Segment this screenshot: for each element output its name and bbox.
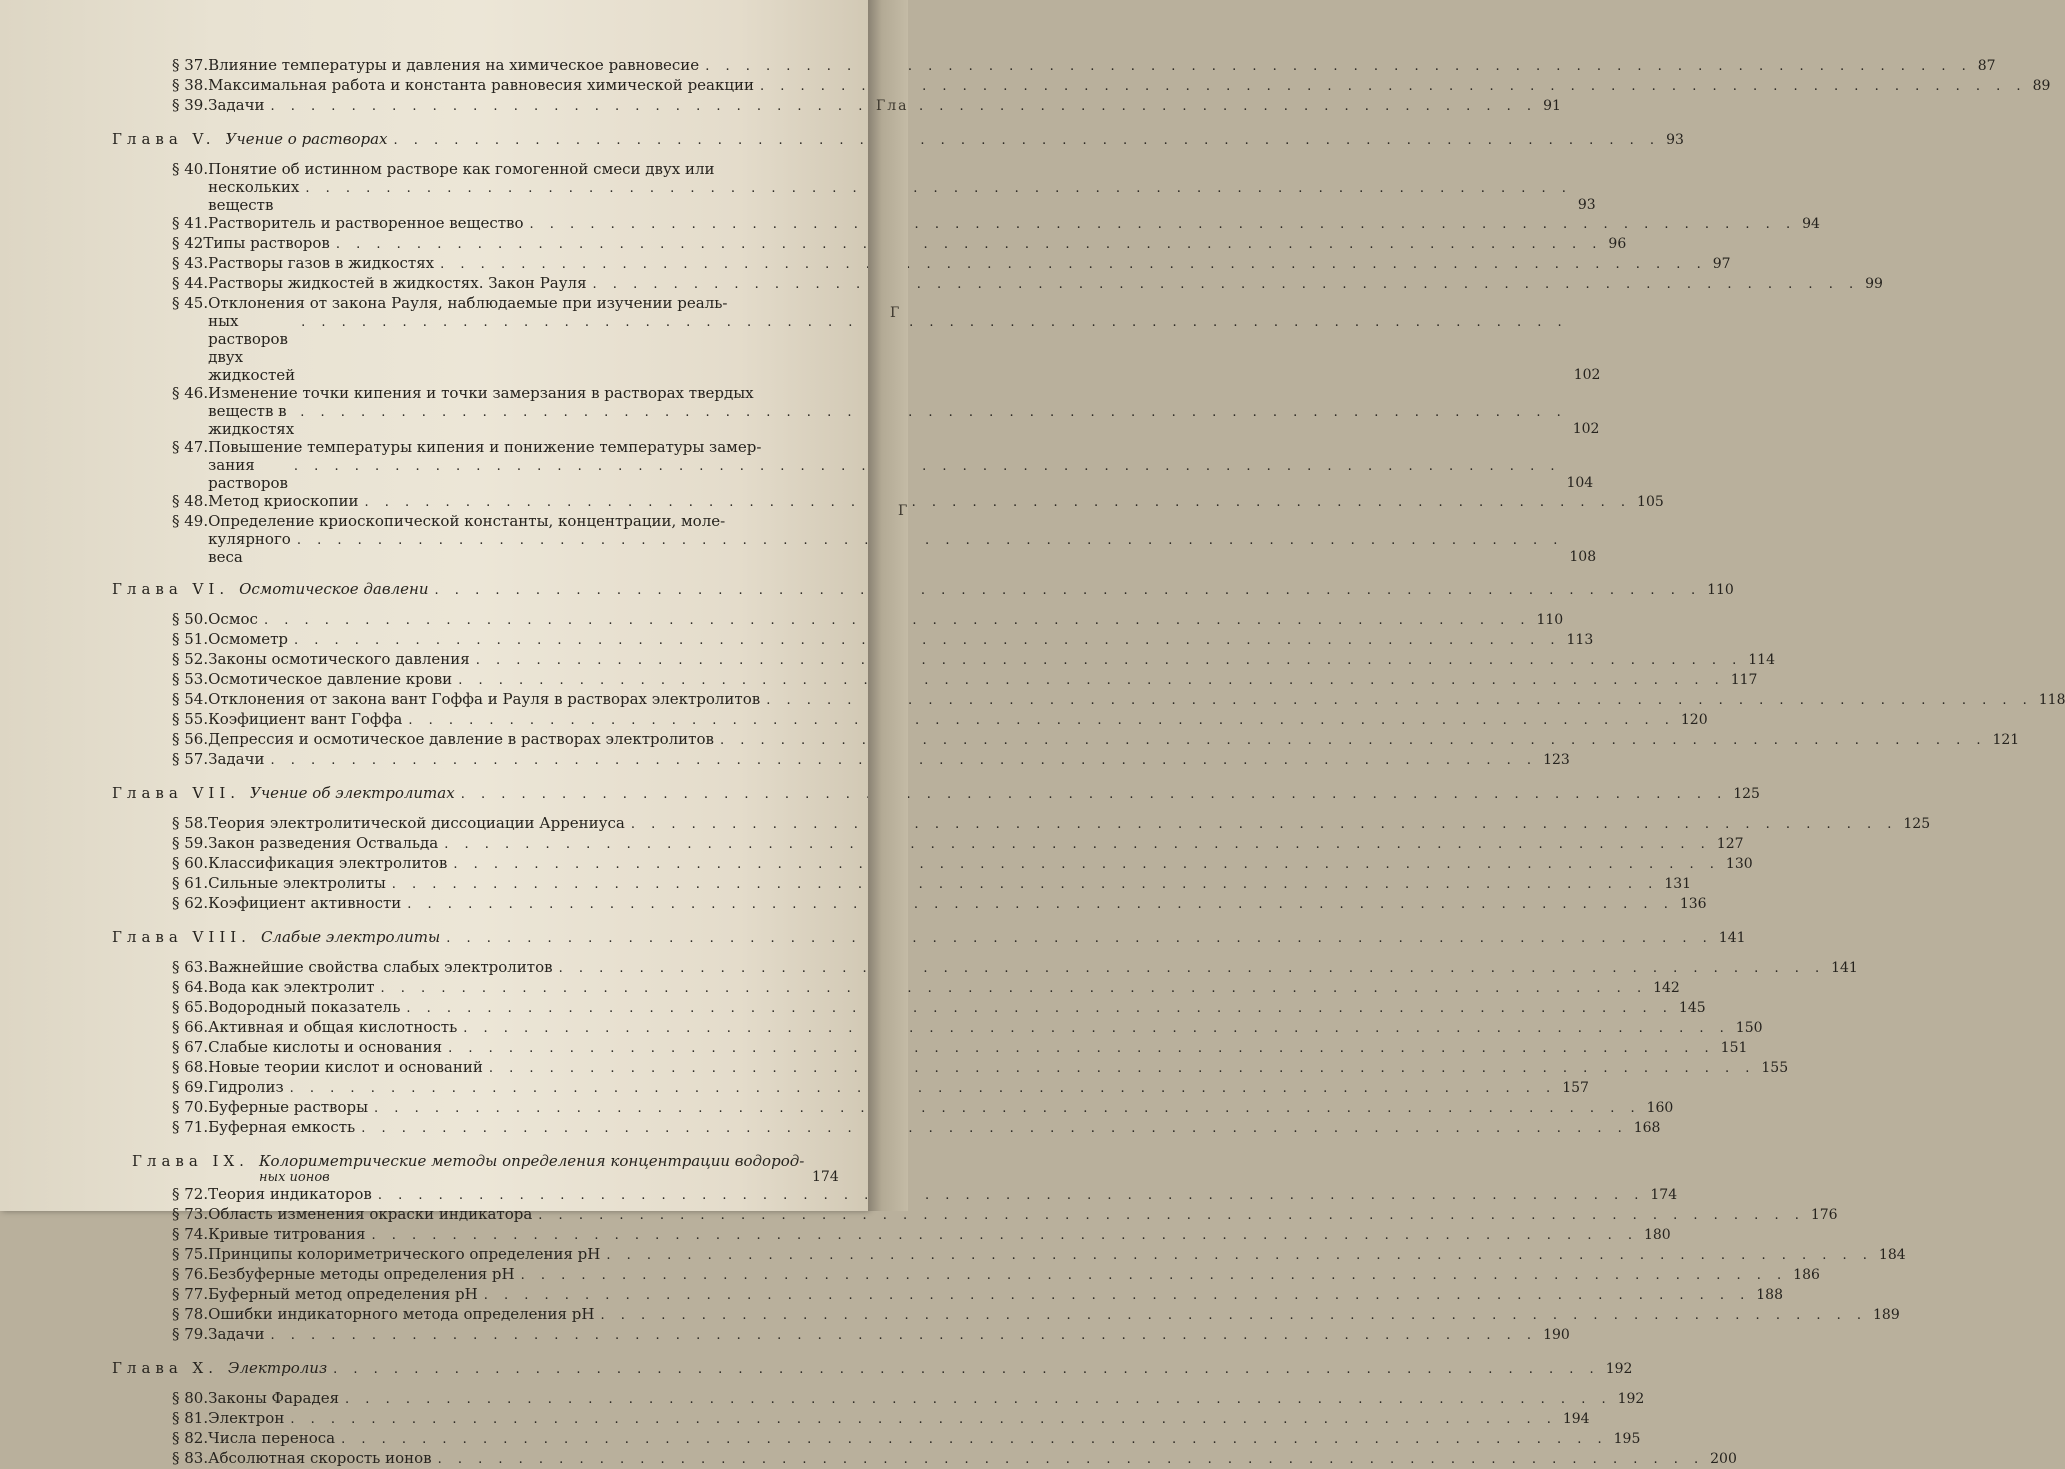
- dot-leader: [392, 876, 1659, 894]
- section-title: Классификация электролитов: [208, 854, 448, 872]
- section-number: § 79.: [172, 1325, 209, 1343]
- section-number: § 68.: [172, 1058, 209, 1076]
- section-title: Изменение точки кипения и точки замерзания в растворах твердых: [208, 384, 754, 402]
- dot-leader: [345, 1391, 1612, 1409]
- section-number: § 37.: [172, 56, 209, 74]
- section-number: § 76.: [172, 1265, 209, 1283]
- section-title-line2: нескольких веществ: [208, 178, 300, 214]
- dot-leader: [378, 1187, 1645, 1205]
- section-title: Новые теории кислот и оснований: [208, 1058, 483, 1076]
- section-number: § 46.: [172, 384, 209, 402]
- page-number: 110: [1707, 582, 1734, 598]
- dot-leader: [600, 1307, 1867, 1325]
- section-title: Растворы жидкостей в жидкостях. Закон Рауля: [208, 274, 587, 292]
- page-number: 91: [1543, 98, 1561, 114]
- toc-section: [0, 1285, 1783, 1305]
- dot-leader: [559, 960, 1826, 978]
- toc-section: [0, 1325, 1570, 1345]
- chapter-heading: [0, 580, 1734, 610]
- toc-section: [0, 1118, 1661, 1138]
- dot-leader: [300, 404, 1567, 422]
- page-number: 184: [1878, 1247, 1906, 1263]
- section-title: Гидролиз: [208, 1078, 284, 1096]
- toc-section: [0, 294, 1601, 384]
- toc-section: [0, 690, 2065, 710]
- page-number: 194: [1562, 1411, 1590, 1427]
- dot-leader: [271, 1327, 1538, 1345]
- dot-leader: [760, 78, 2027, 96]
- page-number: 120: [1680, 712, 1708, 728]
- toc-section: [0, 438, 1594, 492]
- section-title: Буферный метод определения pH: [208, 1285, 478, 1303]
- section-number: § 62.: [172, 894, 209, 912]
- chapter-title: Электролиз: [228, 1359, 328, 1377]
- page-number: 125: [1903, 816, 1931, 832]
- dot-leader: [407, 896, 1674, 914]
- toc-section: [0, 274, 1883, 294]
- section-number: § 73.: [172, 1205, 209, 1223]
- toc-section: [0, 492, 1664, 512]
- page-number: 192: [1605, 1361, 1633, 1377]
- toc-section: [0, 160, 1596, 214]
- page-number: 118: [2038, 692, 2065, 708]
- section-number: § 56.: [172, 730, 209, 748]
- page-number: 97: [1712, 256, 1731, 272]
- toc-section: [0, 630, 1594, 650]
- section-number: § 65.: [172, 998, 209, 1016]
- chapter-label: Глава X.: [112, 1359, 219, 1377]
- page-number: 113: [1566, 632, 1594, 648]
- section-title: Типы растворов: [203, 234, 330, 252]
- section-number: § 38.: [172, 76, 209, 94]
- page-number: 96: [1608, 236, 1627, 252]
- section-number: § 59.: [172, 834, 209, 852]
- dot-leader: [446, 931, 1713, 946]
- dot-leader: [453, 856, 1720, 874]
- dot-leader: [290, 1411, 1557, 1429]
- page-number: 174: [1650, 1187, 1678, 1203]
- section-title: Закон разведения Оствальда: [208, 834, 439, 852]
- section-title: Законы осмотического давления: [208, 650, 470, 668]
- section-number: § 54.: [172, 690, 209, 708]
- section-number: § 50.: [172, 610, 209, 628]
- section-number: § 44.: [172, 274, 209, 292]
- section-title: Водородный показатель: [208, 998, 401, 1016]
- dot-leader: [458, 672, 1725, 690]
- section-title-line2: веществ в жидкостях: [208, 402, 295, 438]
- dot-leader: [606, 1247, 1873, 1265]
- toc-section: [0, 670, 1758, 690]
- section-title: Отклонения от закона Рауля, наблюдаемые при изучении реаль-: [208, 294, 728, 312]
- chapter-title: Слабые электролиты: [260, 928, 441, 946]
- toc-section: [0, 254, 1731, 274]
- page-number: 192: [1617, 1391, 1645, 1407]
- chapter-title-block: [259, 1152, 812, 1185]
- page-number: 99: [1865, 276, 1883, 292]
- dot-leader: [374, 1100, 1641, 1118]
- toc-section: [0, 1058, 1789, 1078]
- section-number: § 83.: [172, 1449, 209, 1467]
- toc-section: [0, 384, 1600, 438]
- toc-section: [0, 1018, 1763, 1038]
- dot-leader: [438, 1451, 1705, 1469]
- adjacent-page-fragment: Г: [890, 305, 902, 321]
- page-number: 102: [1573, 367, 1601, 383]
- section-title: Растворы газов в жидкостях: [208, 254, 435, 272]
- chapter-label: Глава VIII.: [112, 928, 251, 946]
- page-number: 136: [1679, 896, 1707, 912]
- section-title: Влияние температуры и давления на химическое равновесие: [208, 56, 700, 74]
- page-number: 105: [1637, 494, 1664, 510]
- dot-leader: [766, 692, 2033, 710]
- section-title-line2: зания растворов: [208, 456, 288, 492]
- section-title: Повышение температуры кипения и понижение температуры замер-: [208, 438, 762, 456]
- section-number: § 55.: [172, 710, 209, 728]
- section-number: § 82.: [172, 1429, 209, 1447]
- toc-section: [0, 1245, 1906, 1265]
- dot-leader: [371, 1227, 1638, 1245]
- toc-section: [0, 834, 1744, 854]
- dot-leader: [301, 314, 1568, 332]
- section-number: § 75.: [172, 1245, 209, 1263]
- chapter-title: Колориметрические методы определения концентрации водород-: [258, 1152, 805, 1170]
- section-number: § 70.: [172, 1098, 209, 1116]
- page-number: 189: [1873, 1307, 1900, 1323]
- toc-section: [0, 1429, 1641, 1449]
- toc-section: [0, 1078, 1589, 1098]
- dot-leader: [484, 1287, 1751, 1305]
- toc-section: [0, 76, 2051, 96]
- chapter-label: Глава V.: [112, 130, 216, 148]
- section-title: Активная и общая кислотность: [208, 1018, 458, 1036]
- adjacent-page-edge: [868, 0, 908, 1211]
- toc-section: [0, 998, 1706, 1018]
- chapter-heading: [0, 130, 1684, 160]
- dot-leader: [333, 1362, 1600, 1377]
- toc-section: [0, 1409, 1590, 1429]
- section-title: Важнейшие свойства слабых электролитов: [208, 958, 553, 976]
- section-title-line2: кулярного веса: [208, 530, 291, 566]
- section-title: Теория индикаторов: [208, 1185, 372, 1203]
- section-number: § 72.: [172, 1185, 209, 1203]
- page-number: 141: [1831, 960, 1858, 976]
- page-number: 186: [1793, 1267, 1820, 1283]
- section-number: § 41.: [172, 214, 209, 232]
- dot-leader: [406, 1000, 1673, 1018]
- toc-section: [0, 710, 1708, 730]
- page-number: 145: [1678, 1000, 1706, 1016]
- dot-leader: [341, 1431, 1608, 1449]
- dot-leader: [394, 133, 1661, 148]
- toc-section: [0, 958, 1858, 978]
- page-number: 89: [2032, 78, 2051, 94]
- dot-leader: [297, 532, 1564, 550]
- page-number: 117: [1730, 672, 1758, 688]
- section-title: Слабые кислоты и основания: [208, 1038, 443, 1056]
- section-number: § 49.: [172, 512, 209, 530]
- toc-section: [0, 214, 1820, 234]
- toc-section: [0, 1205, 1838, 1225]
- toc-section: [0, 854, 1753, 874]
- toc-section: [0, 894, 1707, 914]
- section-title: Растворитель и растворенное вещество: [208, 214, 524, 232]
- dot-leader: [294, 458, 1561, 476]
- page-number: 127: [1716, 836, 1744, 852]
- dot-leader: [408, 712, 1675, 730]
- toc-section: [0, 1389, 1645, 1409]
- section-number: § 47.: [172, 438, 209, 456]
- section-number: § 77.: [172, 1285, 209, 1303]
- chapter-title: Осмотическое давлени: [239, 580, 429, 598]
- section-title: Задачи: [208, 750, 265, 768]
- toc-section: [0, 874, 1692, 894]
- section-number: § 63.: [172, 958, 209, 976]
- section-number: § 48.: [172, 492, 209, 510]
- section-title: Электрон: [208, 1409, 285, 1427]
- toc-section: [0, 512, 1597, 566]
- section-title: Ошибки индикаторного метода определения pH: [208, 1305, 595, 1323]
- section-title: Понятие об истинном растворе как гомогенной смеси двух или: [208, 160, 715, 178]
- page-number: 121: [1992, 732, 2020, 748]
- section-number: § 40.: [172, 160, 209, 178]
- dot-leader: [463, 1020, 1730, 1038]
- page-number: 160: [1646, 1100, 1674, 1116]
- section-title: Задачи: [208, 1325, 265, 1343]
- toc-section: [0, 1265, 1820, 1285]
- section-title: Буферные растворы: [208, 1098, 369, 1116]
- chapter-label: Глава VII.: [112, 784, 241, 802]
- dot-leader: [631, 816, 1898, 834]
- dot-leader: [538, 1207, 1805, 1225]
- chapter-title: Учение о растворах: [225, 130, 388, 148]
- page-number: 174: [812, 1169, 839, 1185]
- dot-leader: [305, 180, 1572, 198]
- page-number: 110: [1536, 612, 1564, 628]
- page-number: 180: [1643, 1227, 1671, 1243]
- page-number: 142: [1653, 980, 1680, 996]
- page-number: 150: [1735, 1020, 1763, 1036]
- page-number: 94: [1802, 216, 1820, 232]
- chapter-label: Глава VI.: [112, 580, 230, 598]
- page-number: 168: [1633, 1120, 1661, 1136]
- section-number: § 53.: [172, 670, 209, 688]
- section-number: § 58.: [172, 814, 209, 832]
- toc-section: [0, 1098, 1674, 1118]
- section-number: § 74.: [172, 1225, 209, 1243]
- toc-section: [0, 1449, 1737, 1469]
- dot-leader: [444, 836, 1711, 854]
- page-number: 130: [1725, 856, 1753, 872]
- section-title: Коэфициент активности: [208, 894, 402, 912]
- toc-section: [0, 610, 1564, 630]
- section-number: § 71.: [172, 1118, 209, 1136]
- dot-leader: [448, 1040, 1715, 1058]
- page-number: 151: [1720, 1040, 1748, 1056]
- dot-leader: [593, 276, 1860, 294]
- section-number: § 78.: [172, 1305, 209, 1323]
- page-number: 114: [1748, 652, 1775, 668]
- section-title: Кривые титрования: [208, 1225, 366, 1243]
- section-number: § 60.: [172, 854, 209, 872]
- page-number: 102: [1572, 421, 1600, 437]
- section-number: § 61.: [172, 874, 209, 892]
- chapter-heading: [0, 1359, 1633, 1389]
- section-title: Осмос: [208, 610, 258, 628]
- toc-section: [0, 650, 1775, 670]
- dot-leader: [489, 1060, 1756, 1078]
- section-number: § 66.: [172, 1018, 209, 1036]
- chapter-title: Учение об электролитах: [250, 784, 455, 802]
- section-number: § 81.: [172, 1409, 209, 1427]
- toc-section: [0, 814, 1931, 834]
- dot-leader: [294, 632, 1561, 650]
- dot-leader: [461, 787, 1728, 802]
- page-number: 93: [1666, 132, 1684, 148]
- section-title: Максимальная работа и константа равновесия химической реакции: [208, 76, 755, 94]
- section-title: Коэфициент вант Гоффа: [208, 710, 403, 728]
- toc-section: [0, 1185, 1678, 1205]
- section-title: Определение криоскопической константы, концентрации, моле-: [208, 512, 726, 530]
- page-number: 157: [1562, 1080, 1589, 1096]
- dot-leader: [336, 236, 1603, 254]
- section-title: Область изменения окраски индикатора: [208, 1205, 533, 1223]
- page-number: 195: [1613, 1431, 1641, 1447]
- section-title: Метод криоскопии: [208, 492, 359, 510]
- section-title-line2: ных растворов двух жидкостей: [208, 312, 296, 384]
- page-number: 176: [1810, 1207, 1838, 1223]
- toc-section: [0, 56, 1996, 76]
- page-number: 155: [1761, 1060, 1789, 1076]
- dot-leader: [521, 1267, 1788, 1285]
- section-title: Принципы колориметрического определения pH: [208, 1245, 601, 1263]
- table-of-contents: [0, 56, 2065, 1469]
- page-number: 131: [1664, 876, 1692, 892]
- page-number: 125: [1733, 786, 1760, 802]
- section-number: § 69.: [172, 1078, 209, 1096]
- section-number: § 51.: [172, 630, 209, 648]
- toc-section: [0, 750, 1570, 770]
- dot-leader: [530, 216, 1797, 234]
- toc-section: [0, 234, 1627, 254]
- section-title: Сильные электролиты: [208, 874, 386, 892]
- dot-leader: [290, 1080, 1557, 1098]
- section-title: Теория электролитической диссоциации Аррениуса: [208, 814, 625, 832]
- dot-leader: [440, 256, 1707, 274]
- dot-leader: [720, 732, 1987, 750]
- dot-leader: [365, 494, 1632, 512]
- section-number: § 45.: [172, 294, 209, 312]
- dot-leader: [435, 583, 1702, 598]
- section-title: Числа переноса: [208, 1429, 336, 1447]
- section-number: § 80.: [172, 1389, 209, 1407]
- section-number: § 43.: [172, 254, 209, 272]
- section-title: Депрессия и осмотическое давление в растворах электролитов: [208, 730, 714, 748]
- page-number: 108: [1569, 549, 1597, 565]
- adjacent-page-fragment: Гла: [876, 98, 909, 114]
- page-number: 190: [1543, 1327, 1570, 1343]
- page-number: 104: [1566, 475, 1594, 491]
- section-title: Осмометр: [208, 630, 288, 648]
- dot-leader: [381, 980, 1648, 998]
- dot-leader: [476, 652, 1743, 670]
- section-number: § 42: [172, 234, 204, 252]
- page-number: 188: [1756, 1287, 1783, 1303]
- section-title: Вода как электролит: [208, 978, 375, 996]
- section-number: § 39.: [172, 96, 209, 114]
- section-title: Безбуферные методы определения pH: [208, 1265, 515, 1283]
- section-title: Законы Фарадея: [208, 1389, 340, 1407]
- adjacent-page-fragment: Г: [898, 503, 910, 519]
- toc-section: [0, 1305, 1900, 1325]
- toc-section: [0, 730, 2020, 750]
- section-title: Задачи: [208, 96, 265, 114]
- toc-section: [0, 1038, 1748, 1058]
- section-title: Осмотическое давление крови: [208, 670, 453, 688]
- chapter-heading: [0, 1152, 868, 1185]
- section-number: § 52.: [172, 650, 209, 668]
- page-number: 200: [1710, 1451, 1737, 1467]
- page-number: 141: [1718, 930, 1746, 946]
- dot-leader: [361, 1120, 1628, 1138]
- page-number: 87: [1977, 58, 1996, 74]
- section-number: § 64.: [172, 978, 209, 996]
- toc-section: [0, 978, 1680, 998]
- section-title: Буферная емкость: [208, 1118, 356, 1136]
- chapter-label: Глава IX.: [132, 1152, 249, 1170]
- section-number: § 57.: [172, 750, 209, 768]
- section-title: Абсолютная скорость ионов: [208, 1449, 432, 1467]
- chapter-heading: [0, 784, 1760, 814]
- chapter-title-line2: ных ионов: [258, 1170, 330, 1185]
- chapter-heading: [0, 928, 1746, 958]
- toc-section: [0, 1225, 1671, 1245]
- page-number: 93: [1577, 197, 1596, 213]
- section-title: Отклонения от закона вант Гоффа и Рауля в растворах электролитов: [208, 690, 761, 708]
- section-number: § 67.: [172, 1038, 209, 1056]
- page-number: 123: [1543, 752, 1570, 768]
